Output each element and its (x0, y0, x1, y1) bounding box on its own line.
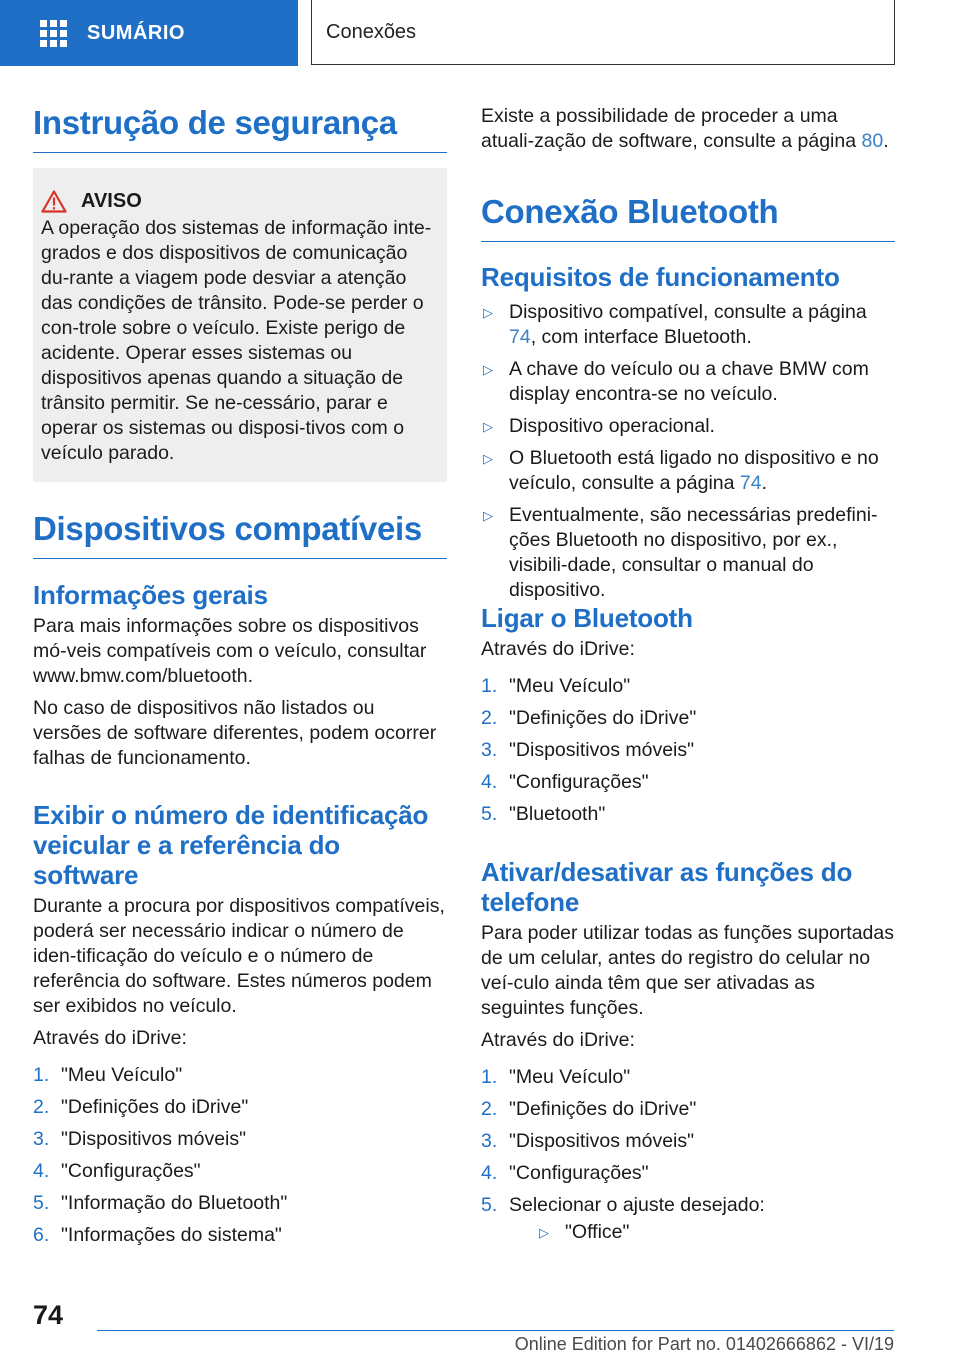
general-p2: No caso de dispositivos não listados ou versões de software diferentes, podem ocorrer falhas de funcionamento. (33, 697, 437, 769)
requirement-text-part: Dispositivo operacional. (509, 415, 715, 437)
step-number: 1. (481, 675, 498, 697)
list-item (33, 1127, 447, 1152)
list-item (481, 738, 895, 763)
list-item (481, 1161, 895, 1186)
requirement-text (509, 357, 895, 407)
list-item (481, 300, 895, 350)
bluetooth-title: Conexão Bluetooth (481, 193, 895, 242)
bluetooth-on-steps (481, 674, 895, 827)
bullet-triangle-icon: ▷ (483, 451, 493, 466)
step-text: "Dispositivos móveis" (509, 739, 695, 761)
warning-box (33, 168, 447, 482)
list-item (481, 503, 895, 603)
general-heading: Informações gerais (33, 580, 268, 610)
step-number: 6. (33, 1224, 50, 1246)
vin-heading: Exibir o número de identificação veicular e a referência do software (33, 800, 429, 890)
list-item (33, 1063, 447, 1088)
step-text: "Meu Veículo" (509, 675, 631, 697)
step-number: 4. (33, 1160, 50, 1182)
step-text: "Meu Veículo" (509, 1066, 631, 1088)
step-text: "Bluetooth" (509, 803, 606, 825)
safety-title: Instrução de segurança (33, 104, 447, 153)
step-number: 3. (33, 1128, 50, 1150)
step-number: 2. (481, 707, 498, 729)
step-text: "Configurações" (509, 1162, 649, 1184)
step-number: 3. (481, 739, 498, 761)
toc-tab-label: SUMÁRIO (87, 21, 185, 44)
requirement-text (509, 300, 895, 350)
bullet-triangle-icon: ▷ (483, 305, 493, 320)
bluetooth-on-p1: Através do iDrive: (481, 638, 635, 660)
list-item (481, 1129, 895, 1154)
step-number: 4. (481, 1162, 498, 1184)
step-text: "Meu Veículo" (61, 1064, 183, 1086)
step-text: Selecionar o ajuste desejado: (509, 1194, 765, 1216)
step-text: "Definições do iDrive" (61, 1096, 249, 1118)
step-text: "Definições do iDrive" (509, 1098, 697, 1120)
requirement-text (509, 414, 715, 439)
phone-functions-p1: Para poder utilizar todas as funções suportadas de um celular, antes do registro do celular no veí-culo ainda têm que ser ativadas as seguintes funções. (481, 922, 894, 1019)
step-number: 1. (33, 1064, 50, 1086)
step-text: "Configurações" (61, 1160, 201, 1182)
step-number: 2. (481, 1098, 498, 1120)
step-number: 3. (481, 1130, 498, 1152)
requirement-text-end: . (761, 472, 768, 494)
page-link-74[interactable]: 74 (739, 472, 762, 494)
sub-item-text: "Office" (565, 1221, 630, 1243)
vin-steps-list (33, 1063, 447, 1248)
phone-functions-section (481, 857, 895, 1259)
step-text: "Definições do iDrive" (509, 707, 697, 729)
step-text: "Configurações" (509, 771, 649, 793)
requirements-heading: Requisitos de funcionamento (481, 262, 840, 292)
list-item (481, 357, 895, 407)
step-number: 1. (481, 1066, 498, 1088)
list-item (481, 674, 895, 699)
vin-section (33, 800, 447, 1255)
list-item (481, 1193, 895, 1252)
sub-list-item (537, 1220, 765, 1245)
phone-functions-p2: Através do iDrive: (481, 1029, 635, 1051)
sub-list (537, 1220, 765, 1245)
step-number: 5. (481, 1194, 498, 1216)
list-item (481, 706, 895, 731)
phone-functions-steps (481, 1065, 895, 1252)
warning-title: AVISO (81, 190, 142, 212)
chapter-title-text: Conexões (326, 20, 417, 43)
bullet-triangle-icon: ▷ (483, 508, 493, 523)
list-item (33, 1095, 447, 1120)
requirement-text (509, 503, 895, 603)
step-number: 5. (481, 803, 498, 825)
edition-footer: Online Edition for Part no. 01402666862 - VI/19 (514, 1334, 894, 1354)
step-number: 4. (481, 771, 498, 793)
step-number: 2. (33, 1096, 50, 1118)
step-text: "Informações do sistema" (61, 1224, 282, 1246)
bluetooth-on-heading: Ligar o Bluetooth (481, 603, 693, 633)
bullet-triangle-icon: ▷ (539, 1225, 549, 1240)
bullet-triangle-icon: ▷ (483, 419, 493, 434)
vin-p2: Através do iDrive: (33, 1027, 187, 1049)
requirement-text-part: Dispositivo compatível, consulte a página (509, 301, 867, 323)
list-item (481, 1097, 895, 1122)
step-text: "Informação do Bluetooth" (61, 1192, 288, 1214)
list-item (481, 446, 895, 496)
list-item (33, 1223, 447, 1248)
list-item (33, 1159, 447, 1184)
page-number: 74 (33, 1300, 64, 1330)
bullet-triangle-icon: ▷ (483, 362, 493, 377)
requirement-text-part: A chave do veículo ou a chave BMW com display encontra-se no veículo. (509, 358, 869, 405)
requirements-section (481, 262, 895, 610)
general-p1: Para mais informações sobre os dispositivos mó-veis compatíveis com o veículo, consultar www.bmw.com/bluetooth. (33, 615, 427, 687)
step-number: 5. (33, 1192, 50, 1214)
warning-text: A operação dos sistemas de informação inte-grados e dos dispositivos de comunicação du-rante a viagem pode desviar a atenção das condições de trânsito. Pode-se perder o con-trole sobre o veículo. Existe perigo de acidente. Operar esses sistemas ou dispositivos apenas quando a situação de trânsito permitir. Se ne-cessário, parar e operar os sistemas ou disposi-tivos com o veículo parado. (41, 217, 432, 464)
general-section (33, 580, 447, 771)
requirement-text (509, 446, 895, 496)
requirement-text-part: O Bluetooth está ligado no dispositivo e no veículo, consulte a página (509, 447, 879, 494)
update-intro-end: . (883, 130, 889, 152)
step-text: "Dispositivos móveis" (61, 1128, 247, 1150)
toc-tab[interactable] (0, 0, 298, 66)
list-item (481, 1065, 895, 1090)
update-intro (481, 104, 895, 154)
requirements-list (481, 300, 895, 603)
list-item (33, 1191, 447, 1216)
compat-title: Dispositivos compatíveis (33, 510, 447, 559)
chapter-title (311, 0, 895, 65)
grid-menu-icon (40, 20, 67, 47)
requirement-text-end: , com interface Bluetooth. (530, 326, 752, 348)
page-link-80[interactable]: 80 (861, 130, 884, 152)
list-item (481, 802, 895, 827)
warning-triangle-icon (41, 190, 67, 213)
list-item (481, 414, 895, 439)
bluetooth-on-section (481, 603, 895, 834)
footer-divider (97, 1330, 894, 1331)
vin-p1: Durante a procura por dispositivos compatíveis, poderá ser necessário indicar o número de iden-tificação do veículo e o número de referência do software. Estes números podem ser exibidos no veículo. (33, 895, 445, 1017)
update-intro-text: Existe a possibilidade de proceder a uma atuali-zação de software, consulte a página (481, 105, 862, 152)
page-link-74[interactable]: 74 (509, 326, 531, 348)
list-item (481, 770, 895, 795)
phone-functions-heading: Ativar/desativar as funções do telefone (481, 857, 853, 917)
step-text: "Dispositivos móveis" (509, 1130, 695, 1152)
requirement-text-part: Eventualmente, são necessárias predefini-ções Bluetooth no dispositivo, por ex., visibili-dade, consultar o manual do dispositivo. (509, 504, 878, 601)
